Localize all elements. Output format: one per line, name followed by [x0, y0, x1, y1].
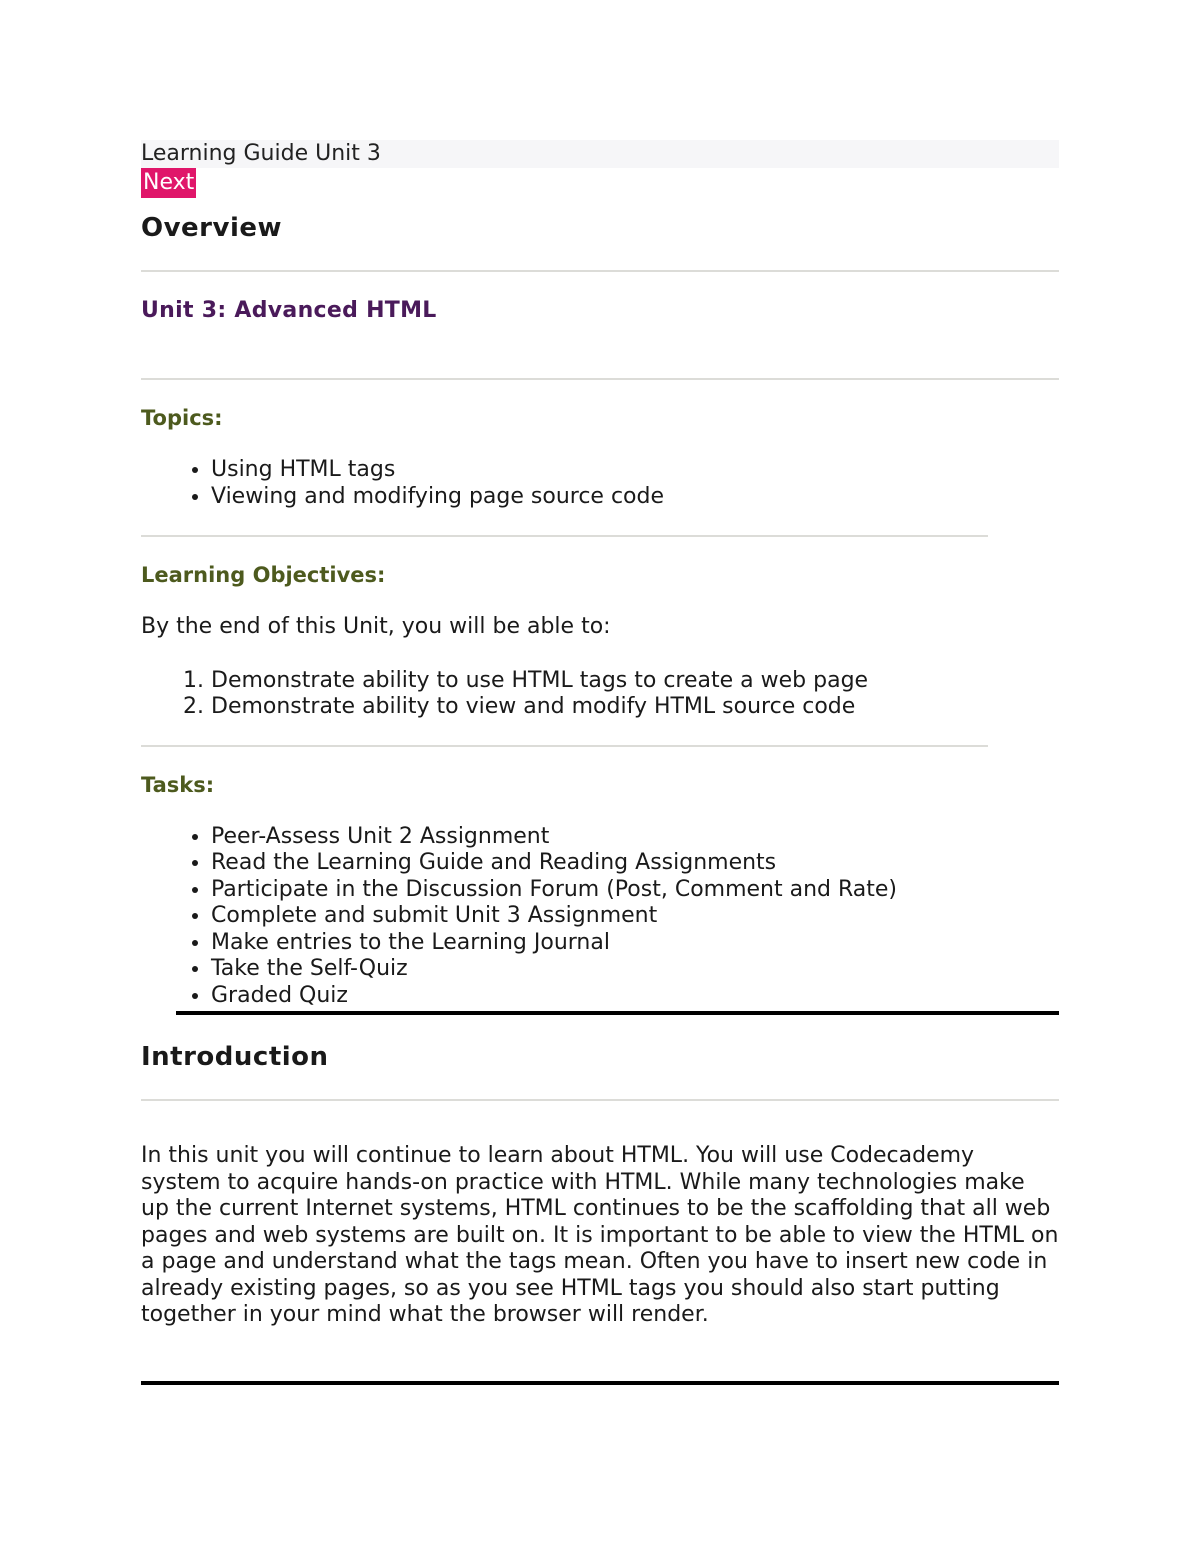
page-title: Learning Guide Unit 3 — [141, 140, 1059, 168]
list-item: • Graded Quiz — [211, 983, 1059, 1010]
list-item: • Make entries to the Learning Journal — [211, 930, 1059, 957]
list-item: • Take the Self-Quiz — [211, 956, 1059, 983]
list-item: • Read the Learning Guide and Reading Assignments — [211, 850, 1059, 877]
objectives-list — [141, 668, 1059, 721]
overview-heading: Overview — [141, 213, 283, 243]
next-link[interactable]: Next — [141, 168, 196, 198]
list-item: • Complete and submit Unit 3 Assignment — [211, 903, 1059, 930]
unit-title: Unit 3: Advanced HTML — [141, 298, 437, 323]
list-item: • Viewing and modifying page source code — [211, 484, 1059, 511]
list-item: • Peer-Assess Unit 2 Assignment — [211, 824, 1059, 851]
introduction-body: In this unit you will continue to learn about HTML. You will use Codecademy system to acquire hands-on practice with HTML. While many technologies make up the current Internet systems, HTML continues to be the scaffolding that all web pages and web systems are built on. It is important to be able to view the HTML on a page and understand what the tags mean. Often you have to insert new code in already existing pages, so as you see HTML tags you should also start putting together in your mind what the browser will render. — [141, 1143, 1059, 1327]
introduction-heading: Introduction — [141, 1042, 329, 1072]
tasks-heading: Tasks: — [141, 772, 215, 797]
list-item: 2. Demonstrate ability to view and modify HTML source code — [211, 694, 1059, 721]
list-item: • Using HTML tags — [211, 457, 1059, 484]
tasks-list — [141, 824, 1059, 1010]
list-item: 1. Demonstrate ability to use HTML tags to create a web page — [211, 668, 1059, 695]
section-rule — [141, 1381, 1059, 1385]
document-page — [141, 140, 1059, 1385]
topics-heading: Topics: — [141, 406, 223, 430]
list-item: • Participate in the Discussion Forum (Post, Comment and Rate) — [211, 877, 1059, 904]
topics-list — [141, 457, 1059, 510]
section-rule — [176, 1011, 1059, 1015]
objectives-intro: By the end of this Unit, you will be able to: — [141, 614, 611, 639]
objectives-heading: Learning Objectives: — [141, 563, 386, 587]
